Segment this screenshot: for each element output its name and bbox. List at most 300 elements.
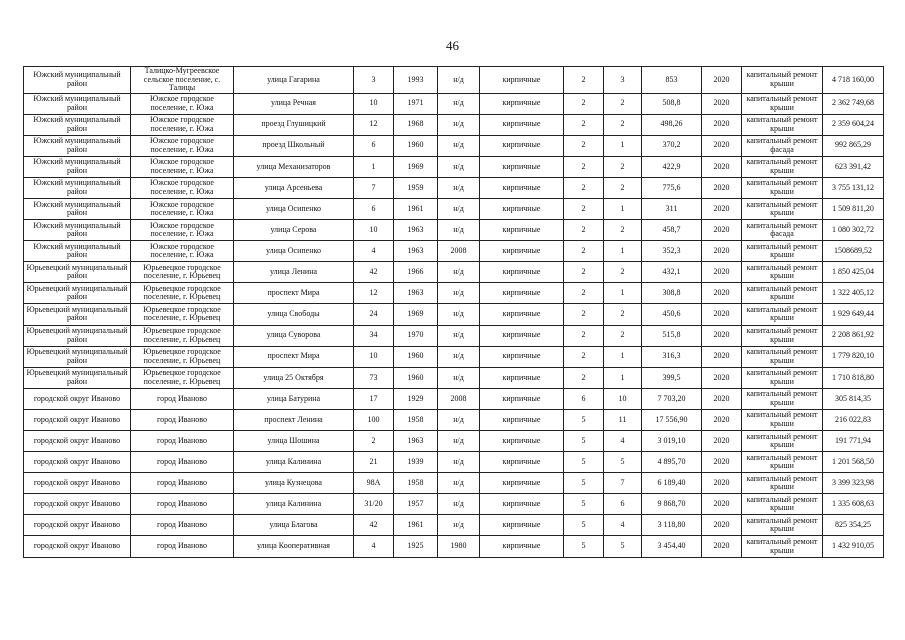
plan-year-cell: 2020 xyxy=(702,431,742,452)
entrances-cell: 2 xyxy=(604,156,642,177)
overhaul-year-cell: н/д xyxy=(438,156,480,177)
table-row xyxy=(24,156,884,177)
overhaul-year-cell: н/д xyxy=(438,515,480,536)
work-type-cell: капитальный ремонт крыши xyxy=(742,93,823,114)
house-number-cell: 4 xyxy=(354,241,394,262)
wall-material-cell: кирпичные xyxy=(480,452,564,473)
table-body xyxy=(24,67,884,558)
floors-cell: 5 xyxy=(564,536,604,557)
municipality-cell: Юрьевецкий муниципальный район xyxy=(24,283,131,304)
wall-material-cell: кирпичные xyxy=(480,198,564,219)
work-type-cell: капитальный ремонт крыши xyxy=(742,198,823,219)
plan-year-cell: 2020 xyxy=(702,220,742,241)
cost-cell: 2 208 861,92 xyxy=(823,325,884,346)
work-type-cell: капитальный ремонт крыши xyxy=(742,304,823,325)
work-type-cell: капитальный ремонт крыши xyxy=(742,431,823,452)
work-type-cell: капитальный ремонт крыши xyxy=(742,346,823,367)
house-number-cell: 12 xyxy=(354,283,394,304)
entrances-cell: 1 xyxy=(604,241,642,262)
house-number-cell: 10 xyxy=(354,220,394,241)
work-type-cell: капитальный ремонт крыши xyxy=(742,515,823,536)
plan-year-cell: 2020 xyxy=(702,452,742,473)
entrances-cell: 1 xyxy=(604,367,642,388)
work-type-cell: капитальный ремонт крыши xyxy=(742,262,823,283)
wall-material-cell: кирпичные xyxy=(480,156,564,177)
floors-cell: 5 xyxy=(564,431,604,452)
floors-cell: 2 xyxy=(564,283,604,304)
area-cell: 3 019,10 xyxy=(642,431,702,452)
work-type-cell: капитальный ремонт крыши xyxy=(742,283,823,304)
plan-year-cell: 2020 xyxy=(702,93,742,114)
entrances-cell: 1 xyxy=(604,283,642,304)
table-row xyxy=(24,177,884,198)
street-cell: улица Ленина xyxy=(234,262,354,283)
wall-material-cell: кирпичные xyxy=(480,135,564,156)
table-row xyxy=(24,67,884,94)
municipality-cell: городской округ Иваново xyxy=(24,536,131,557)
plan-year-cell: 2020 xyxy=(702,515,742,536)
year-built-cell: 1968 xyxy=(394,114,438,135)
cost-cell: 2 362 749,68 xyxy=(823,93,884,114)
work-type-cell: капитальный ремонт фасада xyxy=(742,135,823,156)
entrances-cell: 3 xyxy=(604,67,642,94)
wall-material-cell: кирпичные xyxy=(480,515,564,536)
area-cell: 399,5 xyxy=(642,367,702,388)
municipality-cell: Южский муниципальный район xyxy=(24,198,131,219)
wall-material-cell: кирпичные xyxy=(480,536,564,557)
table-row xyxy=(24,388,884,409)
year-built-cell: 1959 xyxy=(394,177,438,198)
plan-year-cell: 2020 xyxy=(702,367,742,388)
year-built-cell: 1969 xyxy=(394,156,438,177)
street-cell: улица Механизаторов xyxy=(234,156,354,177)
work-type-cell: капитальный ремонт крыши xyxy=(742,114,823,135)
settlement-cell: город Иваново xyxy=(131,515,234,536)
municipality-cell: Южский муниципальный район xyxy=(24,135,131,156)
municipality-cell: Южский муниципальный район xyxy=(24,177,131,198)
overhaul-year-cell: н/д xyxy=(438,220,480,241)
wall-material-cell: кирпичные xyxy=(480,304,564,325)
overhaul-year-cell: н/д xyxy=(438,494,480,515)
cost-cell: 2 359 604,24 xyxy=(823,114,884,135)
municipality-cell: городской округ Иваново xyxy=(24,452,131,473)
area-cell: 853 xyxy=(642,67,702,94)
overhaul-year-cell: н/д xyxy=(438,452,480,473)
cost-cell: 216 022,83 xyxy=(823,409,884,430)
settlement-cell: Юрьевецкое городское поселение, г. Юрьевец xyxy=(131,367,234,388)
work-type-cell: капитальный ремонт крыши xyxy=(742,494,823,515)
municipality-cell: Юрьевецкий муниципальный район xyxy=(24,325,131,346)
floors-cell: 5 xyxy=(564,515,604,536)
entrances-cell: 11 xyxy=(604,409,642,430)
floors-cell: 2 xyxy=(564,262,604,283)
municipality-cell: городской округ Иваново xyxy=(24,515,131,536)
street-cell: улица Суворова xyxy=(234,325,354,346)
settlement-cell: Талицко-Мугреевское сельское поселение, с. Талицы xyxy=(131,67,234,94)
cost-cell: 3 399 323,98 xyxy=(823,473,884,494)
floors-cell: 2 xyxy=(564,304,604,325)
municipality-cell: Южский муниципальный район xyxy=(24,220,131,241)
cost-cell: 1 335 608,63 xyxy=(823,494,884,515)
year-built-cell: 1993 xyxy=(394,67,438,94)
floors-cell: 2 xyxy=(564,367,604,388)
table-row xyxy=(24,220,884,241)
table-row xyxy=(24,431,884,452)
municipality-cell: Южский муниципальный район xyxy=(24,93,131,114)
plan-year-cell: 2020 xyxy=(702,473,742,494)
entrances-cell: 2 xyxy=(604,93,642,114)
street-cell: улица Серова xyxy=(234,220,354,241)
cost-cell: 1 850 425,04 xyxy=(823,262,884,283)
wall-material-cell: кирпичные xyxy=(480,388,564,409)
table-row xyxy=(24,473,884,494)
area-cell: 515,8 xyxy=(642,325,702,346)
floors-cell: 2 xyxy=(564,67,604,94)
settlement-cell: город Иваново xyxy=(131,452,234,473)
wall-material-cell: кирпичные xyxy=(480,93,564,114)
year-built-cell: 1960 xyxy=(394,367,438,388)
municipality-cell: Юрьевецкий муниципальный район xyxy=(24,346,131,367)
table-row xyxy=(24,283,884,304)
year-built-cell: 1970 xyxy=(394,325,438,346)
settlement-cell: город Иваново xyxy=(131,431,234,452)
plan-year-cell: 2020 xyxy=(702,177,742,198)
house-number-cell: 21 xyxy=(354,452,394,473)
street-cell: улица Батурина xyxy=(234,388,354,409)
entrances-cell: 2 xyxy=(604,262,642,283)
year-built-cell: 1961 xyxy=(394,198,438,219)
house-number-cell: 12 xyxy=(354,114,394,135)
plan-year-cell: 2020 xyxy=(702,325,742,346)
work-type-cell: капитальный ремонт крыши xyxy=(742,177,823,198)
street-cell: улица Осипенко xyxy=(234,241,354,262)
municipality-cell: Южский муниципальный район xyxy=(24,156,131,177)
overhaul-year-cell: н/д xyxy=(438,283,480,304)
year-built-cell: 1971 xyxy=(394,93,438,114)
plan-year-cell: 2020 xyxy=(702,262,742,283)
house-number-cell: 98А xyxy=(354,473,394,494)
overhaul-year-cell: н/д xyxy=(438,367,480,388)
street-cell: улица Свободы xyxy=(234,304,354,325)
street-cell: улица 25 Октября xyxy=(234,367,354,388)
settlement-cell: город Иваново xyxy=(131,473,234,494)
entrances-cell: 5 xyxy=(604,536,642,557)
overhaul-year-cell: н/д xyxy=(438,431,480,452)
cost-cell: 1 779 820,10 xyxy=(823,346,884,367)
work-type-cell: капитальный ремонт крыши xyxy=(742,536,823,557)
house-number-cell: 6 xyxy=(354,198,394,219)
table-row xyxy=(24,93,884,114)
municipality-cell: Южский муниципальный район xyxy=(24,67,131,94)
overhaul-year-cell: н/д xyxy=(438,198,480,219)
wall-material-cell: кирпичные xyxy=(480,220,564,241)
overhaul-year-cell: н/д xyxy=(438,262,480,283)
municipality-cell: городской округ Иваново xyxy=(24,409,131,430)
plan-year-cell: 2020 xyxy=(702,283,742,304)
wall-material-cell: кирпичные xyxy=(480,473,564,494)
settlement-cell: город Иваново xyxy=(131,388,234,409)
plan-year-cell: 2020 xyxy=(702,156,742,177)
cost-cell: 191 771,94 xyxy=(823,431,884,452)
municipality-cell: городской округ Иваново xyxy=(24,431,131,452)
floors-cell: 2 xyxy=(564,220,604,241)
floors-cell: 2 xyxy=(564,325,604,346)
entrances-cell: 1 xyxy=(604,135,642,156)
year-built-cell: 1958 xyxy=(394,409,438,430)
year-built-cell: 1969 xyxy=(394,304,438,325)
table-row xyxy=(24,367,884,388)
wall-material-cell: кирпичные xyxy=(480,325,564,346)
work-type-cell: капитальный ремонт фасада xyxy=(742,220,823,241)
street-cell: улица Арсеньева xyxy=(234,177,354,198)
cost-cell: 4 718 160,00 xyxy=(823,67,884,94)
overhaul-year-cell: н/д xyxy=(438,473,480,494)
street-cell: проспект Ленина xyxy=(234,409,354,430)
house-number-cell: 24 xyxy=(354,304,394,325)
table-row xyxy=(24,262,884,283)
floors-cell: 2 xyxy=(564,156,604,177)
settlement-cell: Юрьевецкое городское поселение, г. Юрьевец xyxy=(131,346,234,367)
house-number-cell: 10 xyxy=(354,346,394,367)
municipality-cell: городской округ Иваново xyxy=(24,388,131,409)
year-built-cell: 1963 xyxy=(394,220,438,241)
year-built-cell: 1939 xyxy=(394,452,438,473)
floors-cell: 5 xyxy=(564,473,604,494)
plan-year-cell: 2020 xyxy=(702,67,742,94)
overhaul-year-cell: 2008 xyxy=(438,388,480,409)
floors-cell: 5 xyxy=(564,409,604,430)
overhaul-year-cell: н/д xyxy=(438,177,480,198)
table-row xyxy=(24,515,884,536)
house-number-cell: 1 xyxy=(354,156,394,177)
cost-cell: 992 865,29 xyxy=(823,135,884,156)
cost-cell: 1 080 302,72 xyxy=(823,220,884,241)
area-cell: 458,7 xyxy=(642,220,702,241)
entrances-cell: 1 xyxy=(604,346,642,367)
year-built-cell: 1963 xyxy=(394,241,438,262)
municipality-cell: Юрьевецкий муниципальный район xyxy=(24,367,131,388)
area-cell: 17 556,90 xyxy=(642,409,702,430)
registry-table xyxy=(23,66,884,558)
area-cell: 311 xyxy=(642,198,702,219)
plan-year-cell: 2020 xyxy=(702,536,742,557)
floors-cell: 2 xyxy=(564,346,604,367)
wall-material-cell: кирпичные xyxy=(480,494,564,515)
floors-cell: 2 xyxy=(564,93,604,114)
settlement-cell: Южское городское поселение, г. Южа xyxy=(131,135,234,156)
wall-material-cell: кирпичные xyxy=(480,262,564,283)
area-cell: 7 703,20 xyxy=(642,388,702,409)
entrances-cell: 5 xyxy=(604,452,642,473)
cost-cell: 1 201 568,50 xyxy=(823,452,884,473)
table-row xyxy=(24,325,884,346)
floors-cell: 6 xyxy=(564,388,604,409)
house-number-cell: 6 xyxy=(354,135,394,156)
settlement-cell: Южское городское поселение, г. Южа xyxy=(131,177,234,198)
entrances-cell: 7 xyxy=(604,473,642,494)
overhaul-year-cell: н/д xyxy=(438,409,480,430)
area-cell: 9 868,70 xyxy=(642,494,702,515)
entrances-cell: 10 xyxy=(604,388,642,409)
work-type-cell: капитальный ремонт крыши xyxy=(742,388,823,409)
table-row xyxy=(24,346,884,367)
street-cell: улица Калинина xyxy=(234,494,354,515)
settlement-cell: Южское городское поселение, г. Южа xyxy=(131,198,234,219)
floors-cell: 2 xyxy=(564,177,604,198)
table-row xyxy=(24,114,884,135)
cost-cell: 1 322 405,12 xyxy=(823,283,884,304)
street-cell: улица Осипенко xyxy=(234,198,354,219)
street-cell: улица Кузнецова xyxy=(234,473,354,494)
work-type-cell: капитальный ремонт крыши xyxy=(742,241,823,262)
plan-year-cell: 2020 xyxy=(702,346,742,367)
house-number-cell: 3 xyxy=(354,67,394,94)
work-type-cell: капитальный ремонт крыши xyxy=(742,325,823,346)
house-number-cell: 17 xyxy=(354,388,394,409)
entrances-cell: 2 xyxy=(604,304,642,325)
entrances-cell: 2 xyxy=(604,114,642,135)
settlement-cell: Юрьевецкое городское поселение, г. Юрьевец xyxy=(131,262,234,283)
area-cell: 3 118,80 xyxy=(642,515,702,536)
work-type-cell: капитальный ремонт крыши xyxy=(742,156,823,177)
house-number-cell: 73 xyxy=(354,367,394,388)
table-row xyxy=(24,494,884,515)
cost-cell: 623 391,42 xyxy=(823,156,884,177)
area-cell: 370,2 xyxy=(642,135,702,156)
house-number-cell: 2 xyxy=(354,431,394,452)
plan-year-cell: 2020 xyxy=(702,304,742,325)
street-cell: улица Речная xyxy=(234,93,354,114)
plan-year-cell: 2020 xyxy=(702,114,742,135)
cost-cell: 305 814,35 xyxy=(823,388,884,409)
street-cell: проспект Мира xyxy=(234,346,354,367)
municipality-cell: городской округ Иваново xyxy=(24,473,131,494)
plan-year-cell: 2020 xyxy=(702,388,742,409)
municipality-cell: Южский муниципальный район xyxy=(24,114,131,135)
municipality-cell: городской округ Иваново xyxy=(24,494,131,515)
entrances-cell: 6 xyxy=(604,494,642,515)
cost-cell: 1 432 910,05 xyxy=(823,536,884,557)
year-built-cell: 1957 xyxy=(394,494,438,515)
street-cell: улица Гагарина xyxy=(234,67,354,94)
overhaul-year-cell: 2008 xyxy=(438,241,480,262)
street-cell: проезд Школьный xyxy=(234,135,354,156)
year-built-cell: 1929 xyxy=(394,388,438,409)
house-number-cell: 42 xyxy=(354,515,394,536)
year-built-cell: 1925 xyxy=(394,536,438,557)
year-built-cell: 1961 xyxy=(394,515,438,536)
settlement-cell: Южское городское поселение, г. Южа xyxy=(131,93,234,114)
table-row xyxy=(24,452,884,473)
area-cell: 450,6 xyxy=(642,304,702,325)
plan-year-cell: 2020 xyxy=(702,135,742,156)
table-row xyxy=(24,198,884,219)
plan-year-cell: 2020 xyxy=(702,409,742,430)
year-built-cell: 1963 xyxy=(394,283,438,304)
house-number-cell: 34 xyxy=(354,325,394,346)
entrances-cell: 4 xyxy=(604,431,642,452)
table-row xyxy=(24,135,884,156)
floors-cell: 2 xyxy=(564,241,604,262)
area-cell: 508,8 xyxy=(642,93,702,114)
plan-year-cell: 2020 xyxy=(702,198,742,219)
year-built-cell: 1963 xyxy=(394,431,438,452)
floors-cell: 2 xyxy=(564,135,604,156)
municipality-cell: Южский муниципальный район xyxy=(24,241,131,262)
overhaul-year-cell: н/д xyxy=(438,304,480,325)
area-cell: 316,3 xyxy=(642,346,702,367)
house-number-cell: 10 xyxy=(354,93,394,114)
entrances-cell: 1 xyxy=(604,198,642,219)
house-number-cell: 100 xyxy=(354,409,394,430)
entrances-cell: 4 xyxy=(604,515,642,536)
overhaul-year-cell: н/д xyxy=(438,114,480,135)
plan-year-cell: 2020 xyxy=(702,494,742,515)
wall-material-cell: кирпичные xyxy=(480,367,564,388)
overhaul-year-cell: 1980 xyxy=(438,536,480,557)
area-cell: 352,3 xyxy=(642,241,702,262)
year-built-cell: 1960 xyxy=(394,135,438,156)
area-cell: 498,26 xyxy=(642,114,702,135)
cost-cell: 1508689,52 xyxy=(823,241,884,262)
overhaul-year-cell: н/д xyxy=(438,67,480,94)
cost-cell: 1 929 649,44 xyxy=(823,304,884,325)
table-row xyxy=(24,536,884,557)
street-cell: проезд Глушицкий xyxy=(234,114,354,135)
settlement-cell: город Иваново xyxy=(131,494,234,515)
entrances-cell: 2 xyxy=(604,177,642,198)
work-type-cell: капитальный ремонт крыши xyxy=(742,367,823,388)
table-row xyxy=(24,241,884,262)
area-cell: 432,1 xyxy=(642,262,702,283)
wall-material-cell: кирпичные xyxy=(480,67,564,94)
wall-material-cell: кирпичные xyxy=(480,177,564,198)
work-type-cell: капитальный ремонт крыши xyxy=(742,67,823,94)
wall-material-cell: кирпичные xyxy=(480,409,564,430)
wall-material-cell: кирпичные xyxy=(480,431,564,452)
house-number-cell: 31/20 xyxy=(354,494,394,515)
entrances-cell: 2 xyxy=(604,220,642,241)
wall-material-cell: кирпичные xyxy=(480,114,564,135)
year-built-cell: 1966 xyxy=(394,262,438,283)
entrances-cell: 2 xyxy=(604,325,642,346)
overhaul-year-cell: н/д xyxy=(438,93,480,114)
floors-cell: 2 xyxy=(564,114,604,135)
floors-cell: 5 xyxy=(564,494,604,515)
street-cell: улица Калинина xyxy=(234,452,354,473)
street-cell: проспект Мира xyxy=(234,283,354,304)
settlement-cell: Юрьевецкое городское поселение, г. Юрьевец xyxy=(131,325,234,346)
plan-year-cell: 2020 xyxy=(702,241,742,262)
municipality-cell: Юрьевецкий муниципальный район xyxy=(24,304,131,325)
overhaul-year-cell: н/д xyxy=(438,135,480,156)
table-row xyxy=(24,304,884,325)
cost-cell: 3 755 131,12 xyxy=(823,177,884,198)
year-built-cell: 1960 xyxy=(394,346,438,367)
house-number-cell: 42 xyxy=(354,262,394,283)
area-cell: 3 454,40 xyxy=(642,536,702,557)
house-number-cell: 4 xyxy=(354,536,394,557)
area-cell: 6 189,40 xyxy=(642,473,702,494)
floors-cell: 5 xyxy=(564,452,604,473)
overhaul-year-cell: н/д xyxy=(438,346,480,367)
street-cell: улица Благова xyxy=(234,515,354,536)
wall-material-cell: кирпичные xyxy=(480,283,564,304)
street-cell: улица Кооперативная xyxy=(234,536,354,557)
settlement-cell: Южское городское поселение, г. Южа xyxy=(131,220,234,241)
area-cell: 4 895,70 xyxy=(642,452,702,473)
cost-cell: 825 354,25 xyxy=(823,515,884,536)
